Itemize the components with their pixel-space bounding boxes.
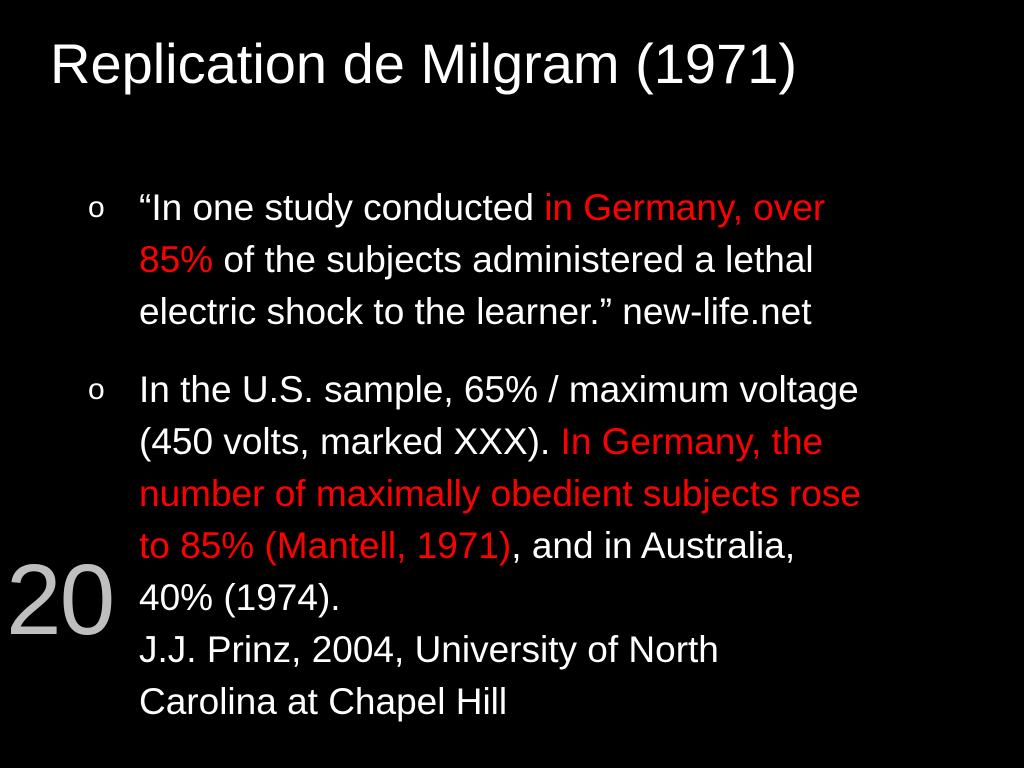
bullet-line (139, 234, 999, 286)
text-run: Carolina at Chapel Hill (139, 681, 508, 722)
bullet-text (139, 182, 999, 338)
text-run: , and in Australia, (511, 525, 796, 566)
bullet-line (139, 364, 999, 416)
bullet-line (139, 624, 999, 676)
bullet-line (139, 286, 999, 338)
text-run: electric shock to the learner.” new-life.net (139, 291, 812, 332)
bullet-marker-icon: o (88, 191, 105, 224)
text-run: (450 volts, marked XXX). (139, 421, 561, 462)
highlighted-text-run: number of maximally obedient subjects rose (139, 473, 861, 514)
bullet-line (139, 676, 999, 728)
highlighted-text-run: to 85% (Mantell, 1971) (139, 525, 512, 566)
bullet-line (139, 520, 999, 572)
bullet-line (139, 468, 999, 520)
bullet-line (139, 182, 999, 234)
bullet-line (139, 572, 999, 624)
highlighted-text-run: In Germany, the (560, 421, 824, 462)
highlighted-text-run: 85% (139, 239, 214, 280)
highlighted-text-run: in Germany, over (544, 187, 826, 228)
text-run: “In one study conducted (139, 187, 545, 228)
bullet-marker-icon: o (88, 373, 105, 406)
slide-title: Replication de Milgram (1971) (50, 32, 798, 95)
text-run: of the subjects administered a lethal (213, 239, 814, 280)
text-run: In the U.S. sample, 65% / maximum voltage (139, 369, 859, 410)
text-run: J.J. Prinz, 2004, University of North (139, 629, 719, 670)
text-run: 40% (1974). (139, 577, 341, 618)
bullet-text (139, 364, 999, 728)
slide-number: 20 (6, 544, 114, 656)
bullet-line (139, 416, 999, 468)
